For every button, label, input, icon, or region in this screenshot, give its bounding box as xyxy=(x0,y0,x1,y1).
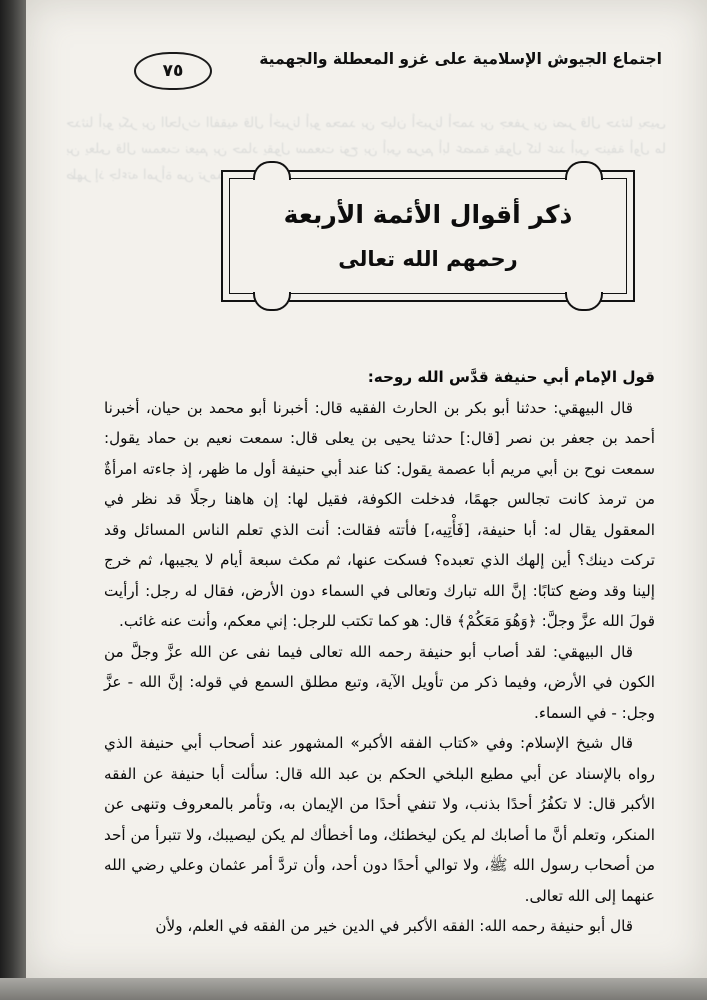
paragraph-lead: قول الإمام أبي حنيفة قدَّس الله روحه: xyxy=(367,368,655,386)
page-number: ٧٥ xyxy=(162,61,184,81)
scan-gutter-bottom xyxy=(0,978,707,1000)
cartouche-ear-top-left xyxy=(253,161,291,180)
chapter-title: ذكر أقوال الأئمة الأربعة xyxy=(283,200,573,229)
page-leaf xyxy=(26,0,707,978)
body-text xyxy=(104,362,655,942)
paragraph: قال البيهقي: لقد أصاب أبو حنيفة رحمه الله تعالى فيما نفى عن الله عزَّ وجلَّ من الكون في الأرض، وفيما ذكر من تأويل الآية، وتبع مطلق السمع في قوله: إنَّ الله - عزَّ وجل: - في السماء. xyxy=(104,642,655,722)
cartouche-ear-bottom-left xyxy=(253,292,291,311)
running-head: اجتماع الجيوش الإسلامية على غزو المعطلة والجهمية xyxy=(259,50,662,68)
chapter-title-cartouche xyxy=(221,170,635,302)
chapter-subtitle: رحمهم الله تعالى xyxy=(338,247,518,271)
page-showthrough: حدثنا أبو بكر بن الحارث الفقيه قال أخبرنا أبو محمد بن حيان أخبرنا أحمد بن جعفر بن نصر قال حدثنا يحيى بن يعلى قال سمعت نعيم بن حماد يقول سمعت نوح بن أبي مريم أبا عصمة يقول كنا عند أبي حنيفة أول ما ظهر إذ جاءته امرأة من ترمذ xyxy=(66,115,666,183)
paragraph: قال أبو حنيفة رحمه الله: الفقه الأكبر في الدين خير من الفقه في العلم، ولأن xyxy=(155,917,633,935)
paragraph: قال شيخ الإسلام: وفي «كتاب الفقه الأكبر» المشهور عند أصحاب أبي حنيفة الذي رواه بالإسناد عن أبي مطيع البلخي الحكم بن عبد الله قال: سألت أبا حنيفة عن الفقه الأكبر قال: لا تكفُرُ أحدًا بذنب، ولا تنفي أحدًا من الإيمان به، وتأمر بالمعروف وتنهى عن المنكر، وتعلم أنَّ ما أصابك لم يكن ليخطئك، وما أخطأك لم يكن ليصيبك، ولا تتبرأ من أحد من أصحاب رسول الله ﷺ، ولا توالي أحدًا دون أحد، وأن تردَّ أمر عثمان وعلي رضي الله عنهما إلى الله تعالى. xyxy=(104,734,655,905)
page-number-badge xyxy=(134,52,212,90)
cartouche-ear-top-right xyxy=(565,161,603,180)
scan-gutter-left xyxy=(0,0,26,1000)
cartouche-ear-bottom-right xyxy=(565,292,603,311)
paragraph: قال البيهقي: حدثنا أبو بكر بن الحارث الفقيه قال: أخبرنا أبو محمد بن حيان، أخبرنا أحمد بن جعفر بن نصر [قال:] حدثنا يحيى بن يعلى قال: سمعت نعيم بن حماد يقول: سمعت نوح بن أبي مريم أبا عصمة يقول: كنا عند أبي حنيفة أول ما ظهر، إذ جاءته امرأةٌ من ترمذ كانت تجالس جهمًا، فدخلت الكوفة، فقيل لها: إن هاهنا رجلًا قد نظر في المعقول يقال له: أبا حنيفة، [فَأْتِيه،] فأتته فقالت: أنت الذي تعلم الناس المسائل وقد تركت دينك؟ أين إلهك الذي تعبده؟ فسكت عنها، ثم مكث سبعة أيام لا يجيبها، ثم خرج إلينا وقد وضع كتابًا: إنَّ الله تبارك وتعالى في السماء دون الأرض، فقال له رجل: أرأيت قولَ الله عزَّ وجلَّ: ﴿وَهُوَ مَعَكُمْ﴾ قال: هو كما تكتب للرجل: إني معكم، وأنت عنه غائب. xyxy=(104,398,655,630)
